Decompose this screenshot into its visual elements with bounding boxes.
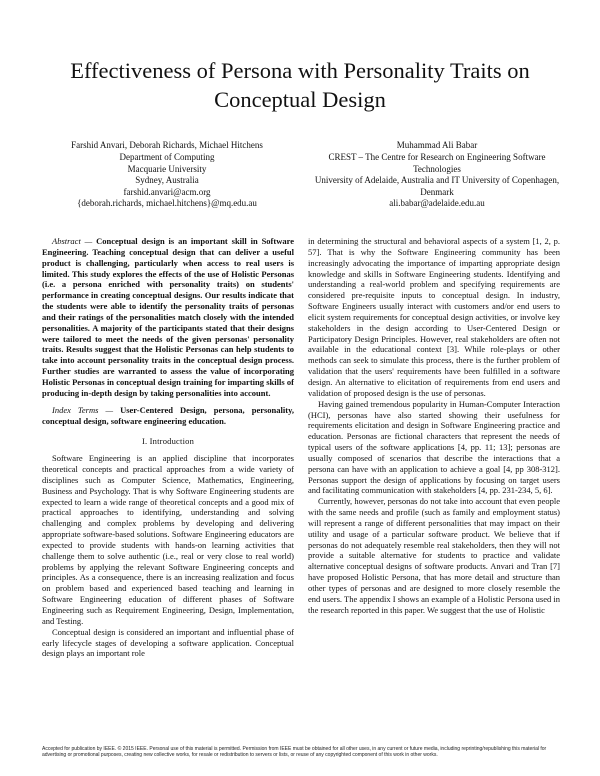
right-paragraph-2: Having gained tremendous popularity in Human-Computer Interaction (HCI), personas have also started showing their usefulness for requirements elicitation and design in Software Engineering practice and education. Personas are fictional characters that represent the needs of typical users of the software applications [4, pp. 11; 13]; personas are usually composed of scenarios that describe the interactions that a persona can have with an application to achieve a goal [4, pp 308-312]. Personas support the design of applications by focusing on target users and facilitating communication with stakeholders [4, pp. 231-234, 5, 6]. bbox=[308, 398, 560, 496]
author-city-left: Sydney, Australia bbox=[135, 175, 199, 186]
intro-paragraph-1: Software Engineering is an applied discipline that incorporates theoretical concepts and practical approaches from a wide variety of disciplines such as Computer Science, Mathematics, Engineering, Business and Psychology. That is why Software Engineering students are expected to learn a wide range of theoretical concepts and a good mix of practical approaches to identifying, understanding and solving challenging and complex problems by developing and delivering appropriate software-based solutions. Software Engineering educators are expected to provide students with hands-on learning activities that challenge them to solve authentic (i.e., real or very close to real world) problems by applying the relevant Software Engineering concepts and principles. As a consequence, there is an increasing realization and focus on problem based and experienced based teaching and learning in Software Engineering education of different phases of Software Engineering such as Requirement Engineering, Design, Implementation, and Testing. bbox=[42, 453, 294, 626]
author-email-1: farshid.anvari@acm.org bbox=[123, 186, 211, 197]
index-terms-label: Index Terms — bbox=[52, 404, 114, 415]
affiliation-right bbox=[314, 140, 560, 209]
right-column bbox=[308, 236, 560, 616]
abstract bbox=[42, 236, 294, 399]
author-univ-left: Macquarie University bbox=[127, 163, 207, 174]
author-names-right: Muhammad Ali Babar bbox=[396, 140, 478, 150]
author-univ-right: University of Adelaide, Australia and IT University of Copenhagen, Denmark bbox=[314, 175, 560, 197]
index-terms bbox=[42, 405, 294, 427]
author-names-left: Farshid Anvari, Deborah Richards, Michael Hitchens bbox=[71, 140, 263, 150]
author-email-right: ali.babar@adelaide.edu.au bbox=[389, 198, 485, 209]
abstract-label: Abstract — bbox=[52, 236, 93, 246]
index-terms-text: User-Centered Design, persona, personality, conceptual design, software engineering education. bbox=[42, 404, 294, 426]
right-paragraph-3: Currently, however, personas do not take into account that even people with the same needs and profile (such as family and employment status) will represent a range of different personalities that may impact on their utility and usage of a particular software product. We believe that if personas do not adequately resemble real stakeholders, then they will not provide a suitable alternative for students to practice and validate alternative conceptual designs of software products. Anvari and Tran [7] have proposed Holistic Persona, that has more detail and structure than other types of personas and are designed to more closely resemble the end users. The appendix I shows an example of a Holistic Persona used in the research reported in this paper. We suggest that the use of Holistic bbox=[308, 496, 560, 615]
intro-paragraph-2: Conceptual design is considered an important and influential phase of early lifecycle stages of developing a software application. Conceptual design plays an important role bbox=[42, 626, 294, 659]
left-column bbox=[42, 236, 294, 659]
paper-title: Effectiveness of Persona with Personality Traits on Conceptual Design bbox=[70, 58, 530, 112]
affiliation-left bbox=[42, 140, 292, 209]
right-paragraph-1: in determining the structural and behavioral aspects of a system [1, 2, p. 57]. That is why the Software Engineering community has been increasingly advocating the importance of imparting appropriate design knowledge and skills in Software Engineering students. Identifying and understanding a real-world problem and specifying requirements are considered pre-requisite inputs to conceptual design. In industry, Software Engineers usually interact with customers and/or end users to elicit system requirements for conceptual design activities, or involve key stakeholders in the design according to User-Centered Design or Participatory Design Principles. However, real stakeholders are often not available in the educational context [3]. While role-plays or other methods can seek to simulate this process, there is the further problem of validation that the users' requirements have been fulfilled in a software design. An alternative to elicitation of requirements from end users and validation of proposed design is the use of personas. bbox=[308, 236, 560, 398]
author-email-2: {deborah.richards, michael.hitchens}@mq.edu.au bbox=[77, 198, 257, 209]
author-dept-left: Department of Computing bbox=[119, 152, 215, 163]
abstract-text: Conceptual design is an important skill in Software Engineering. Teaching conceptual design that can deliver a useful product is challenging, particularly when access to real users is limited. This study explores the effects of the use of Holistic Personas (i.e. a persona enriched with personality traits) on students' performance in creating conceptual designs. Our results indicate that the students were able to identify the personality traits of personas and their ratings of the personalities match closely with the intended personalities. A majority of the participants stated that their designs were tailored to meet the needs of the given personas' personality traits. Results suggest that the Holistic Personas can help students to take into account personality traits in the conceptual design process. Further studies are warranted to assess the value of incorporating Holistic Personas in conceptual design training for imparting skills of producing in-depth design by taking personalities into account. bbox=[42, 236, 294, 398]
section-heading-introduction: I. Introduction bbox=[141, 436, 195, 447]
author-org-right: CREST – The Centre for Research on Engineering Software Technologies bbox=[328, 152, 546, 174]
copyright-footer: Accepted for publication by IEEE. © 2015 IEEE. Personal use of this material is permitted. Permission from IEEE must be obtained for all other uses, in any current or future media, including reprinting/republishing this material for advertising or promotional purposes, creating new collective works, for resale or redistribution to servers or lists, or reuse of any copyrighted component of this work in other works. bbox=[42, 746, 547, 759]
